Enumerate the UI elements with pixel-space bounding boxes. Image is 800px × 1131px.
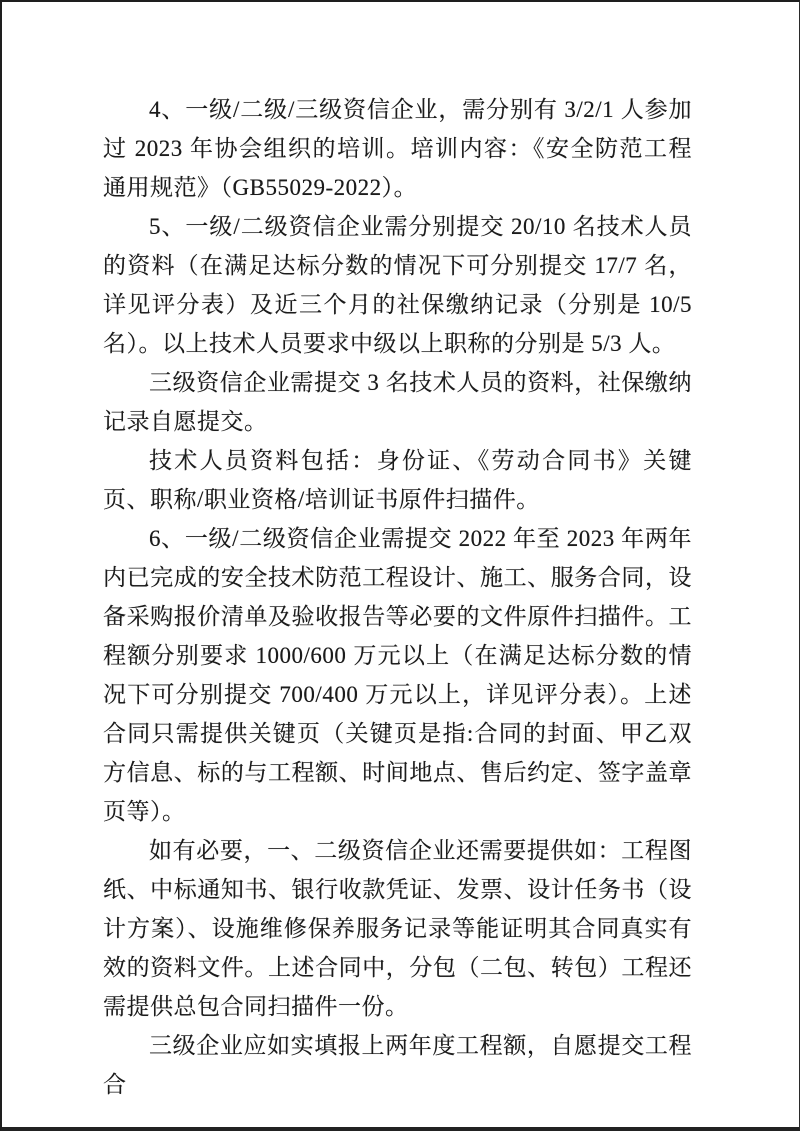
paragraph-requirement-6-tier3: 三级企业应如实填报上两年度工程额，自愿提交工程合 [103,1033,692,1097]
paragraph-requirement-5: 5、一级/二级资信企业需分别提交 20/10 名技术人员的资料（在满足达标分数的情况下可分别提交 17/7 名，详见评分表）及近三个月的社保缴纳记录（分别是 10/5 名）。以上技术人员要求中级以上职称的分别是 5/3 人。 [103,214,692,356]
paragraph-requirement-6: 6、一级/二级资信企业需提交 2022 年至 2023 年两年内已完成的安全技术防范工程设计、施工、服务合同，设备采购报价清单及验收报告等必要的文件原件扫描件。工程额分别要求 1000/600 万元以上（在满足达标分数的情况下可分别提交 700/400 万元以上，详见评分表）。上述合同只需提供关键页（关键页是指:合同的封面、甲乙双方信息、标的与工程额、时间地点、售后约定、签字盖章页等）。 [103,526,692,824]
paragraph-requirement-5-tier3: 三级资信企业需提交 3 名技术人员的资料，社保缴纳记录自愿提交。 [103,370,692,434]
document-text-block [103,90,692,1104]
paragraph-requirement-6-additional: 如有必要，一、二级资信企业还需要提供如：工程图纸、中标通知书、银行收款凭证、发票、设计任务书（设计方案）、设施维修保养服务记录等能证明其合同真实有效的资料文件。上述合同中，分包（二包、转包）工程还需提供总包合同扫描件一份。 [103,838,692,1019]
paragraph-requirement-4: 4、一级/二级/三级资信企业，需分别有 3/2/1 人参加过 2023 年协会组织的培训。培训内容：《安全防范工程通用规范》（GB55029-2022）。 [103,97,692,200]
paragraph-requirement-5-materials: 技术人员资料包括：身份证、《劳动合同书》关键页、职称/职业资格/培训证书原件扫描件。 [103,448,692,512]
